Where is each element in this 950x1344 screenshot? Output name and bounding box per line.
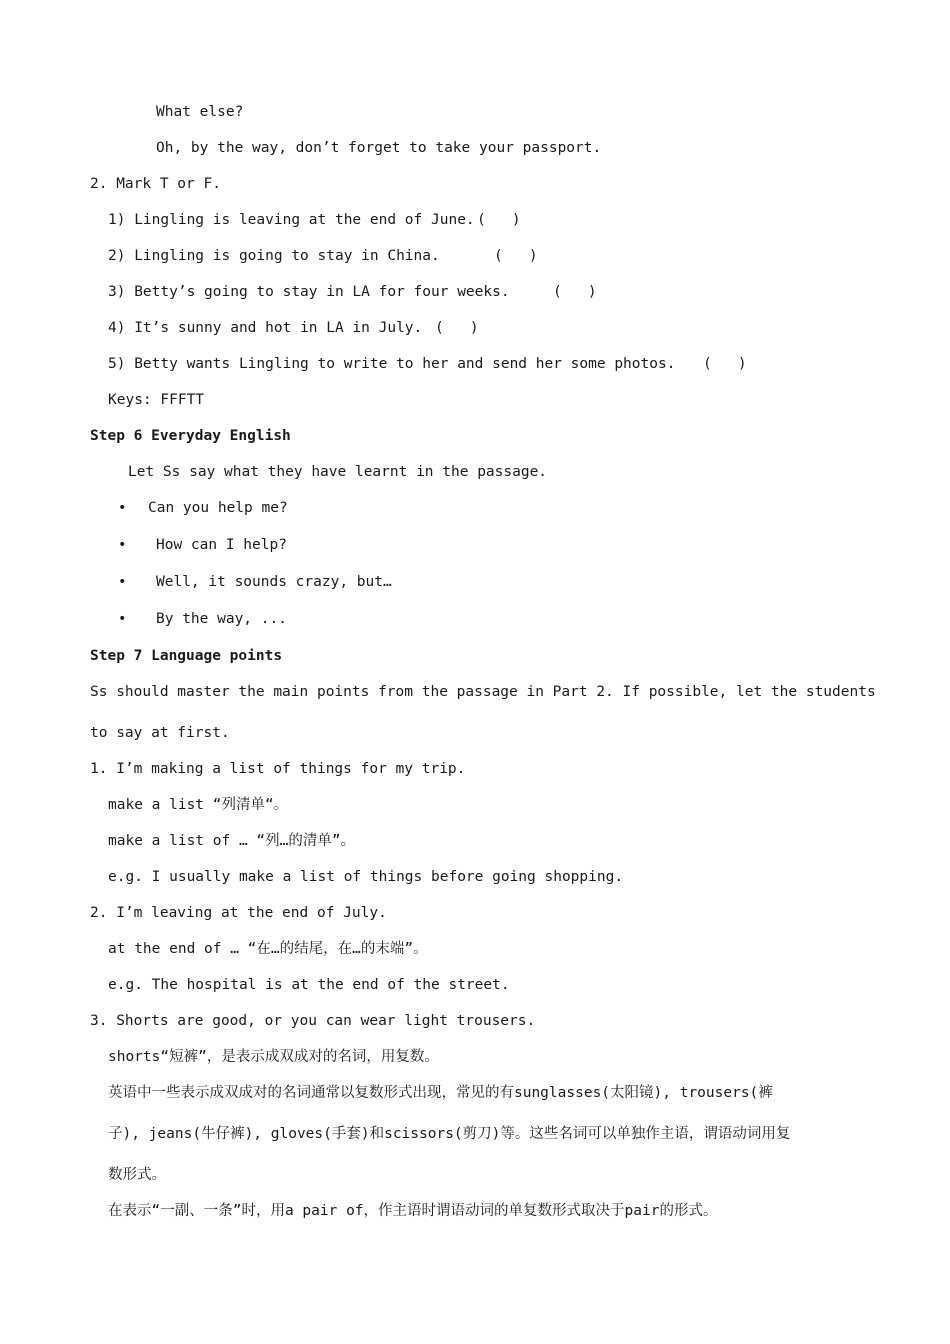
answer-blank: ( ) [494,248,538,264]
section-heading: 2. Mark T or F. [90,176,221,192]
point-example: e.g. I usually make a list of things before going shopping. [108,869,624,885]
bullet-text: How can I help? [156,537,287,553]
point-example: e.g. The hospital is at the end of the street. [108,977,510,993]
bullet-text: Can you help me? [148,500,288,516]
bullet-icon: • [118,500,127,516]
answer-blank: ( ) [553,284,597,300]
bullet-icon: • [118,574,127,590]
answer-blank: ( ) [435,320,479,336]
point-note: make a list “列清单“。 [108,797,289,813]
step-heading: Step 6 Everyday English [90,428,291,444]
bullet-text: Well, it sounds crazy, but… [156,574,392,590]
point-note: make a list of … “列…的清单”。 [108,833,356,849]
point-note: 英语中一些表示成双成对的名词通常以复数形式出现，常见的有sunglasses(太阳镜), trousers(裤 [108,1085,773,1101]
question-item: 3) Betty’s going to stay in LA for four weeks. [108,284,510,300]
step-intro: Ss should master the main points from the passage in Part 2. If possible, let the students [90,684,876,700]
dialogue-line: Oh, by the way, don’t forget to take your passport. [156,140,602,156]
step-heading: Step 7 Language points [90,648,283,664]
step-intro: Let Ss say what they have learnt in the passage. [128,464,548,480]
answer-keys: Keys: FFFTT [108,392,205,408]
point-note: shorts“短裤”，是表示成双成对的名词，用复数。 [108,1049,439,1065]
question-item: 1) Lingling is leaving at the end of June. [108,212,475,228]
point-title: 2. I’m leaving at the end of July. [90,905,387,921]
dialogue-line: What else? [156,104,244,120]
point-note: 在表示“一副、一条”时，用a pair of，作主语时谓语动词的单复数形式取决于pair的形式。 [108,1203,718,1219]
answer-blank: ( ) [477,212,521,228]
point-title: 3. Shorts are good, or you can wear light trousers. [90,1013,536,1029]
point-title: 1. I’m making a list of things for my trip. [90,761,466,777]
point-note: 子), jeans(牛仔裤), gloves(手套)和scissors(剪刀)等。这些名词可以单独作主语，谓语动词用复 [108,1126,791,1142]
question-item: 5) Betty wants Lingling to write to her and send her some photos. [108,356,676,372]
bullet-icon: • [118,611,127,627]
question-item: 2) Lingling is going to stay in China. [108,248,440,264]
bullet-icon: • [118,537,127,553]
answer-blank: ( ) [703,356,747,372]
step-intro: to say at first. [90,725,230,741]
bullet-text: By the way, ... [156,611,287,627]
point-note: 数形式。 [108,1167,166,1183]
point-note: at the end of … “在…的结尾，在…的末端”。 [108,941,428,957]
question-item: 4) It’s sunny and hot in LA in July. [108,320,423,336]
